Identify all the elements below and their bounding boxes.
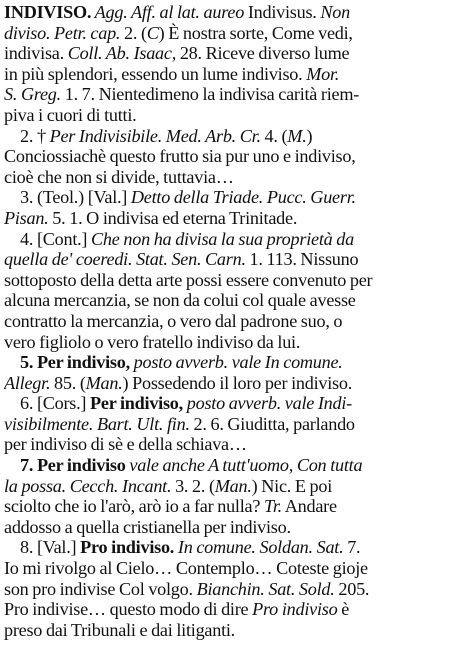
italic-text: M. xyxy=(287,125,307,146)
text-run: Conciossiachè questo frutto sia pur uno e indiviso, xyxy=(4,146,356,167)
text-line xyxy=(4,599,469,620)
italic-text: Pisan. xyxy=(4,207,53,228)
text-run: 2. † xyxy=(20,125,50,146)
italic-text: Tr. xyxy=(263,496,282,517)
sense-2 xyxy=(4,126,469,188)
italic-text: In comune. Soldan. Sat. xyxy=(177,537,348,558)
text-line xyxy=(4,537,469,558)
text-run: vero figliolo o vero fratello indiviso da lui. xyxy=(4,331,301,352)
text-line xyxy=(4,146,469,167)
text-line xyxy=(4,84,469,105)
text-run: 205. xyxy=(334,578,370,599)
text-line xyxy=(4,311,469,332)
text-line xyxy=(4,414,469,435)
text-line xyxy=(4,208,469,229)
text-run: piva i cuori di tutti. xyxy=(4,104,137,125)
entry-indiviso xyxy=(4,2,469,640)
italic-text: S. Greg. xyxy=(4,84,65,105)
text-run: 1. 113. Nissuno xyxy=(249,249,359,270)
text-line xyxy=(4,393,469,414)
italic-text: quella de' coeredi. Stat. Sen. Carn. xyxy=(4,249,250,270)
text-run: 28. Riceve diverso lume xyxy=(179,43,350,64)
text-run: sottoposto della detta arte possi essere convenuto per xyxy=(4,269,373,290)
text-run: cioè che non si divide, tuttavia… xyxy=(4,166,234,187)
sense-6 xyxy=(4,393,469,455)
sense-3 xyxy=(4,187,469,228)
italic-text: la possa. Cecch. Incant. xyxy=(4,475,176,496)
text-run: ) Possedendo il loro per indiviso. xyxy=(122,372,352,393)
italic-text: posto avverb. vale In comune. xyxy=(133,352,343,373)
text-run: 5. 1. O indivisa ed eterna Trinitade. xyxy=(52,207,298,228)
text-run: è xyxy=(337,599,350,620)
italic-text: visibilmente. Bart. Ult. fin. xyxy=(4,413,194,434)
text-run: 4. ( xyxy=(264,125,288,146)
text-run: Pro indivise… questo modo di dire xyxy=(4,599,253,620)
text-run: addosso a quella cristianella per indiviso. xyxy=(4,516,291,537)
text-line xyxy=(4,373,469,394)
text-line xyxy=(4,23,469,44)
text-line xyxy=(4,290,469,311)
italic-text: C xyxy=(146,22,159,43)
text-line xyxy=(4,229,469,250)
entry-definition xyxy=(4,2,469,126)
text-line xyxy=(4,270,469,291)
bold-term: Pro indiviso. xyxy=(80,537,178,558)
text-line xyxy=(4,434,469,455)
sense-4 xyxy=(4,229,469,353)
text-run: 3. (Teol.) [Val.] xyxy=(20,187,131,208)
sense-7 xyxy=(4,455,469,537)
text-run: alcuna mercanzia, se non da colui col quale avesse xyxy=(4,290,356,311)
text-line xyxy=(4,496,469,517)
text-line xyxy=(4,558,469,579)
text-run: 2. 6. Giuditta, parlando xyxy=(193,413,355,434)
italic-text: diviso. Petr. cap. xyxy=(4,22,125,43)
bold-term: Per indiviso, xyxy=(90,393,187,414)
text-line xyxy=(4,620,469,641)
text-run: indivisa. xyxy=(4,43,68,64)
text-run: per indiviso di sè e della schiava… xyxy=(4,434,247,455)
italic-text: Detto della Triade. Pucc. Guerr. xyxy=(130,187,356,208)
text-run: ) È nostra sorte, Come vedi, xyxy=(158,22,353,43)
text-run: 3. 2. ( xyxy=(175,475,215,496)
text-run: 6. [Cors.] xyxy=(20,393,91,414)
italic-text: Allegr. xyxy=(4,372,55,393)
text-run: contratto la mercanzia, o vero dal padrone suo, o xyxy=(4,310,343,331)
text-run: Andare xyxy=(281,496,337,517)
text-line xyxy=(4,455,469,476)
italic-text: Non xyxy=(320,2,350,22)
text-run: Indivisus. xyxy=(247,2,321,22)
italic-text: Che non ha divisa la sua proprietà da xyxy=(91,228,354,249)
italic-text: Pro indiviso xyxy=(252,599,338,620)
text-line xyxy=(4,352,469,373)
text-line xyxy=(4,64,469,85)
italic-text: Man. xyxy=(85,372,123,393)
italic-text: posto avverb. vale Indi- xyxy=(186,393,352,414)
text-run: sciolto che io l'arò, arò io a far nulla? xyxy=(4,496,264,517)
italic-text: Coll. Ab. Isaac, xyxy=(67,43,180,64)
text-line xyxy=(4,332,469,353)
text-run: 1. 7. Nientedimeno la indivisa carità riem- xyxy=(64,84,360,105)
bold-term: 7. Per indiviso xyxy=(20,455,130,476)
italic-text: Agg. Aff. al lat. aureo xyxy=(91,2,248,22)
text-line xyxy=(4,579,469,600)
text-run: Io mi rivolgo al Cielo… Contemplo… Coteste gioje xyxy=(4,558,368,579)
italic-text: vale anche A tutt'uomo, Con tutta xyxy=(129,455,363,476)
text-run: 8. [Val.] xyxy=(20,537,81,558)
italic-text: Per Indivisibile. Med. Arb. Cr. xyxy=(49,125,265,146)
text-line xyxy=(4,476,469,497)
text-run: preso dai Tribunali e dai litiganti. xyxy=(4,619,235,640)
text-run: 7. xyxy=(347,537,361,558)
italic-text: Man. xyxy=(214,475,252,496)
text-line xyxy=(4,2,469,23)
text-line xyxy=(4,126,469,147)
bold-term: INDIVISO. xyxy=(4,2,92,22)
text-line xyxy=(4,187,469,208)
text-run: 85. ( xyxy=(54,372,86,393)
text-run: ) xyxy=(306,125,313,146)
text-line xyxy=(4,249,469,270)
sense-5 xyxy=(4,352,469,393)
bold-term: 5. Per indiviso, xyxy=(20,352,134,373)
text-run: in più splendori, essendo un lume indiviso. xyxy=(4,63,307,84)
text-line xyxy=(4,43,469,64)
text-run: son pro indivise Col volgo. xyxy=(4,578,197,599)
text-line xyxy=(4,105,469,126)
text-run: 2. ( xyxy=(124,22,147,43)
text-line xyxy=(4,517,469,538)
italic-text: Bianchin. Sat. Sold. xyxy=(196,578,335,599)
text-run: 4. [Cont.] xyxy=(20,228,92,249)
sense-8 xyxy=(4,537,469,640)
text-run: ) Nic. E poi xyxy=(251,475,333,496)
text-line xyxy=(4,167,469,188)
italic-text: Mor. xyxy=(306,63,340,84)
